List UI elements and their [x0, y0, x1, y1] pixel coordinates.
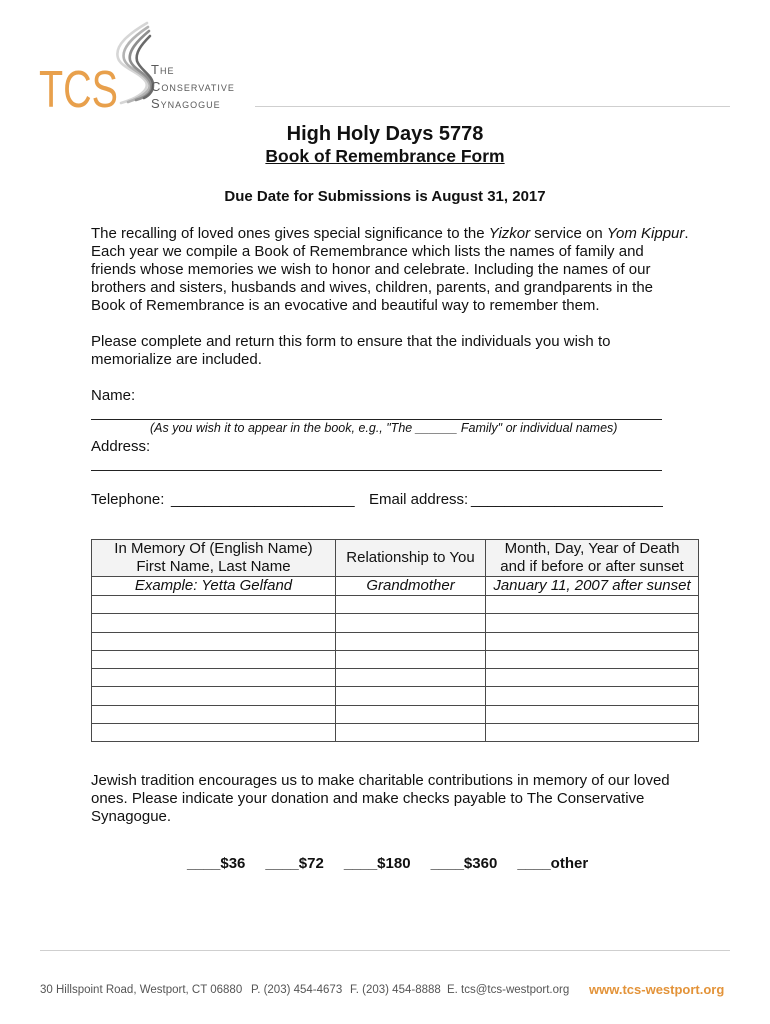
donation-option-other: ____other: [517, 855, 589, 872]
email-blank: _______________________: [471, 491, 663, 508]
logo-name-line: Conservative: [151, 79, 235, 94]
death-date-cell: [486, 596, 699, 614]
logo: [0, 0, 160, 115]
header-death-date: [486, 540, 699, 577]
page-title: High Holy Days 5778: [286, 123, 484, 145]
due-date: Due Date for Submissions is August 31, 2017: [224, 188, 546, 205]
example-death-date: January 11, 2007 after sunset: [486, 577, 699, 596]
intro-yom-kippur: Yom Kippur: [606, 225, 685, 242]
instructions-line: memorialize are included.: [91, 351, 262, 368]
header-memory-line: In Memory Of (English Name): [114, 540, 313, 557]
memory-cell: [92, 632, 336, 650]
footer-fax: F. (203) 454-8888: [350, 984, 441, 996]
intro-line: Each year we compile a Book of Remembrance which lists the names of family and: [91, 243, 644, 260]
flame-swirl-icon: [117, 23, 153, 103]
death-date-cell: [486, 650, 699, 668]
death-date-cell: [486, 705, 699, 723]
table-header-row: [92, 540, 699, 577]
header-death-date-line: Month, Day, Year of Death: [504, 540, 680, 557]
memory-cell: [92, 596, 336, 614]
instructions-line: Please complete and return this form to ensure that the individuals you wish to: [91, 333, 611, 350]
table-row: [92, 650, 699, 668]
table-row: [92, 724, 699, 742]
death-date-cell: [486, 614, 699, 632]
table-row: [92, 705, 699, 723]
intro-line: brothers and sisters, husbands and wives, children, parents, and grandparents in the: [91, 279, 654, 296]
footer-divider: [40, 950, 730, 951]
donation-line: ones. Please indicate your donation and make checks payable to The Conservative: [91, 790, 645, 807]
intro-text: .: [684, 225, 689, 242]
intro-line: [91, 225, 689, 243]
death-date-cell: [486, 669, 699, 687]
relationship-cell: [336, 632, 486, 650]
table-row: [92, 596, 699, 614]
footer-email: E. tcs@tcs-westport.org: [447, 984, 570, 996]
table-row: [92, 614, 699, 632]
address-label: Address:: [91, 438, 151, 455]
header-relationship: Relationship to You: [336, 540, 486, 577]
intro-line: friends whose memories we wish to honor and celebrate. Including the names of our: [91, 261, 651, 278]
example-row: [92, 577, 699, 596]
memory-cell: [92, 650, 336, 668]
relationship-cell: [336, 650, 486, 668]
donation-options: [187, 855, 588, 873]
table-row: [92, 669, 699, 687]
telephone-blank: ______________________: [171, 491, 355, 508]
relationship-cell: [336, 669, 486, 687]
donation-option-36: ____$36: [187, 855, 246, 872]
table-row: [92, 632, 699, 650]
header-death-date-line: and if before or after sunset: [500, 558, 684, 575]
logo-monogram: TCS: [39, 61, 118, 115]
header-memory-line: First Name, Last Name: [136, 558, 291, 575]
name-note: (As you wish it to appear in the book, e.g., "The ______ Family" or individual names): [150, 421, 618, 435]
example-memory: Example: Yetta Gelfand: [92, 577, 336, 596]
relationship-cell: [336, 614, 486, 632]
intro-yizkor: Yizkor: [488, 225, 531, 242]
death-date-cell: [486, 724, 699, 742]
intro-text: The recalling of loved ones gives special significance to the: [91, 225, 489, 242]
address-fill-line: [91, 470, 662, 471]
footer-phone: P. (203) 454-4673: [251, 984, 343, 996]
header-divider: [255, 106, 730, 107]
footer-address: 30 Hillspoint Road, Westport, CT 06880: [40, 984, 243, 996]
logo-name-line: The: [151, 62, 175, 77]
intro-text: service on: [530, 225, 607, 242]
relationship-cell: [336, 705, 486, 723]
memory-cell: [92, 705, 336, 723]
donation-line: Synagogue.: [91, 808, 172, 825]
relationship-cell: [336, 596, 486, 614]
memory-cell: [92, 669, 336, 687]
memory-cell: [92, 687, 336, 705]
memory-cell: [92, 724, 336, 742]
donation-option-360: ____$360: [430, 855, 498, 872]
header-memory: [92, 540, 336, 577]
footer-website: www.tcs-westport.org: [589, 982, 725, 997]
email-label: Email address:: [369, 491, 469, 508]
death-date-cell: [486, 687, 699, 705]
memory-cell: [92, 614, 336, 632]
relationship-cell: [336, 687, 486, 705]
relationship-cell: [336, 724, 486, 742]
death-date-cell: [486, 632, 699, 650]
intro-line: Book of Remembrance is an evocative and beautiful way to remember them.: [91, 297, 600, 314]
donation-option-72: ____$72: [265, 855, 324, 872]
donation-line: Jewish tradition encourages us to make charitable contributions in memory of our loved: [91, 772, 670, 789]
example-relationship: Grandmother: [336, 577, 486, 596]
telephone-label: Telephone:: [91, 491, 165, 508]
form-subtitle: Book of Remembrance Form: [265, 146, 505, 166]
name-label: Name:: [91, 387, 136, 404]
remembrance-table: [91, 539, 699, 742]
donation-option-180: ____$180: [343, 855, 411, 872]
logo-name-line: Synagogue: [151, 96, 221, 111]
table-row: [92, 687, 699, 705]
name-fill-line: [91, 419, 662, 420]
